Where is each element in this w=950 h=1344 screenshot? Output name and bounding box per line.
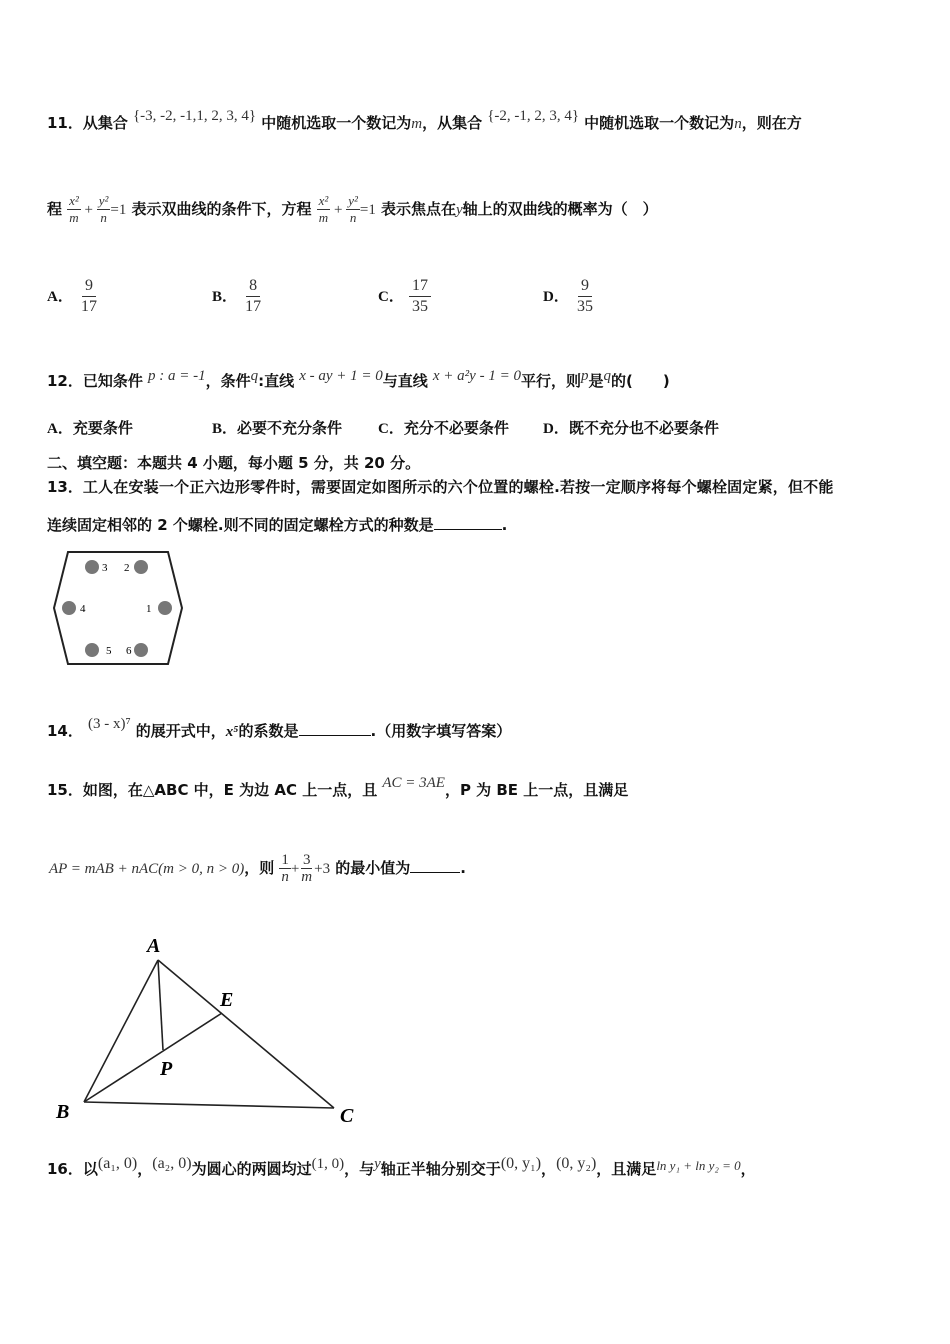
question-number: 16． — [47, 1160, 83, 1178]
option-label: D． — [543, 421, 569, 437]
fraction-y2-n: $\frac{\text{y²}}{n}$ — [98, 193, 109, 225]
fraction-1-n: $\frac{1}{n}$ — [281, 852, 289, 885]
question-11-line2: 程 $\frac{\text{x²}}{m}$ + $\frac{\text{y²}}{n}$ =1 表示双曲线的条件下，方程 $\frac{\text{x²}}{m}$ + $\frac{\text{y²}}{n}$ =1 表示焦点在y轴上的双曲线的概率为（ ） — [47, 193, 658, 225]
question-13-line2 — [47, 514, 507, 535]
center-1: (a₁, 0) — [97, 1155, 138, 1172]
text: ，且满足 — [596, 1160, 657, 1178]
question-number: 13． — [47, 478, 83, 496]
question-number: 14． — [47, 722, 83, 740]
text: 以 — [82, 1160, 98, 1178]
text: 的展开式中， — [135, 722, 226, 740]
plus-three: +3 — [314, 861, 331, 877]
text: . — [460, 859, 466, 877]
fraction-3-m: $\frac{3}{m}$ — [301, 852, 313, 885]
option-11-d[interactable] — [543, 276, 596, 317]
option-11-a[interactable] — [47, 276, 100, 317]
text: 连续固定相邻的 2 个螺栓.则不同的固定螺栓方式的种数是 — [47, 516, 434, 534]
text: 中随机选取一个数记为 — [584, 114, 735, 132]
bolt-2 — [134, 560, 148, 574]
text: 程 — [47, 200, 63, 218]
term-x5: x⁵ — [225, 724, 239, 740]
fraction-x2-m: $\frac{\text{x²}}{m}$ — [318, 193, 329, 225]
bolt-label-1: 1 — [146, 603, 152, 615]
question-12 — [47, 370, 670, 391]
var-y: y — [455, 202, 463, 218]
option-label: C． — [378, 289, 404, 305]
point-1-0: (1, 0) — [311, 1156, 345, 1172]
bolt-6 — [134, 643, 148, 657]
text: 轴正半轴分别交于 — [380, 1160, 501, 1178]
option-fraction: $\frac{9}{17}$ — [80, 277, 97, 315]
label-a: A — [147, 935, 161, 957]
set-a: {-3, -2, -1,1, 2, 3, 4} — [132, 108, 257, 124]
text: 轴上的双曲线的概率为（ ） — [462, 200, 658, 218]
question-13 — [47, 476, 834, 497]
equals-one: =1 — [359, 202, 376, 218]
side-ac — [158, 960, 334, 1108]
triangle-figure — [50, 930, 370, 1130]
side-bc — [84, 1102, 334, 1108]
var-m: m — [411, 116, 423, 132]
question-15-line2 — [49, 852, 466, 885]
bolt-label-5: 5 — [106, 645, 112, 657]
hexagon-figure — [48, 548, 188, 668]
condition-ac-3ae: AC = 3AE — [382, 775, 445, 791]
option-11-c[interactable] — [378, 276, 431, 317]
question-15 — [47, 775, 629, 800]
text: ，条件 — [205, 372, 251, 390]
text: 平行，则 — [520, 372, 581, 390]
text: ， — [541, 1160, 557, 1178]
answer-blank[interactable] — [434, 515, 502, 530]
var-p: p — [580, 368, 589, 384]
text: 是 — [588, 372, 604, 390]
fraction-y2-n: $\frac{\text{y²}}{n}$ — [348, 193, 358, 225]
text: 已知条件 — [82, 372, 143, 390]
option-fraction: $\frac{8}{17}$ — [245, 277, 262, 315]
section-heading: 二、填空题：本题共 4 小题，每小题 5 分，共 20 分。 — [47, 454, 421, 472]
text: 工人在安装一个正六边形零件时，需要固定如图所示的六个位置的螺栓.若按一定顺序将每个螺栓固定紧，但不能 — [82, 478, 834, 496]
var-n: n — [734, 116, 742, 132]
option-12-b[interactable] — [212, 417, 342, 438]
question-11 — [47, 108, 802, 133]
text: 从集合 — [82, 114, 128, 132]
text: ，则 — [244, 859, 275, 877]
segment-be — [84, 1013, 222, 1102]
line-1-equation: x - ay + 1 = 0 — [299, 368, 383, 384]
text: ， — [740, 1160, 756, 1178]
option-label: C． — [378, 421, 404, 437]
question-number: 15． — [47, 781, 83, 799]
var-q: q — [603, 368, 611, 384]
text: ，则在方 — [741, 114, 802, 132]
option-text: 既不充分也不必要条件 — [568, 419, 719, 437]
answer-blank[interactable] — [410, 858, 460, 873]
bolt-label-2: 2 — [124, 562, 130, 574]
fraction-x2-m: $\frac{\text{x²}}{m}$ — [69, 193, 79, 225]
point-0-y1: (0, y₁) — [500, 1155, 542, 1172]
bolt-4 — [62, 601, 76, 615]
text: 与直线 — [382, 372, 428, 390]
condition-p: p : a = -1 — [147, 368, 206, 384]
option-fraction: $\frac{17}{35}$ — [409, 276, 431, 317]
option-label: A． — [47, 289, 73, 305]
side-ab — [84, 960, 158, 1102]
vector-equation: AP = mAB + nAC(m > 0, n > 0) — [49, 861, 245, 877]
bolt-label-6: 6 — [126, 645, 132, 657]
bolt-1 — [158, 601, 172, 615]
bolt-5 — [85, 643, 99, 657]
text: 如图，在△ABC 中，E 为边 AC 上一点，且 — [82, 781, 378, 799]
option-label: B． — [212, 421, 238, 437]
center-2: (a₂, 0) — [152, 1155, 192, 1172]
label-p: P — [160, 1058, 173, 1080]
option-label: A． — [47, 421, 73, 437]
option-text: 充分不必要条件 — [403, 419, 509, 437]
bolt-label-4: 4 — [80, 603, 86, 615]
option-text: 必要不充分条件 — [237, 419, 343, 437]
segment-ap — [158, 960, 163, 1050]
option-text: 充要条件 — [72, 419, 133, 437]
bolt-label-3: 3 — [102, 562, 108, 574]
var-q: q — [250, 368, 259, 384]
text: 的最小值为 — [335, 859, 411, 877]
question-16 — [47, 1155, 756, 1179]
option-label: D． — [543, 289, 569, 305]
line-2-equation: x + a²y - 1 = 0 — [432, 368, 521, 384]
label-e: E — [220, 989, 234, 1011]
text: 表示焦点在 — [380, 200, 456, 218]
answer-blank[interactable] — [299, 721, 371, 736]
text: 表示双曲线的条件下，方程 — [131, 200, 312, 218]
text: 的系数是 — [238, 722, 299, 740]
option-12-a[interactable] — [47, 417, 133, 438]
text: ，与 — [344, 1160, 375, 1178]
text: 的( ) — [610, 372, 670, 390]
text: . — [501, 516, 508, 534]
text: ，P 为 BE 上一点，且满足 — [444, 781, 629, 799]
text: ， — [137, 1160, 153, 1178]
text: 中随机选取一个数记为 — [261, 114, 412, 132]
option-fraction: $\frac{9}{35}$ — [576, 277, 593, 315]
label-c: C — [340, 1105, 354, 1127]
question-number: 12． — [47, 372, 83, 390]
text: ，从集合 — [422, 114, 483, 132]
equals-one: =1 — [110, 202, 127, 218]
question-14 — [47, 716, 512, 741]
plus: + — [290, 861, 300, 877]
log-condition: ln y₁ + ln y₂ = 0 — [656, 1158, 741, 1173]
text: :直线 — [258, 372, 295, 390]
option-11-b[interactable] — [212, 276, 264, 317]
label-b: B — [56, 1101, 70, 1123]
option-label: B． — [212, 289, 238, 305]
binomial-expression: (3 - x)⁷ — [87, 716, 131, 732]
option-12-c[interactable] — [378, 417, 509, 438]
option-12-d[interactable] — [543, 417, 719, 438]
text: 为圆心的两圆均过 — [191, 1160, 312, 1178]
set-b: {-2, -1, 2, 3, 4} — [487, 108, 580, 124]
var-y: y — [374, 1156, 381, 1172]
text: .（用数字填写答案） — [370, 722, 512, 740]
point-0-y2: (0, y₂) — [556, 1155, 597, 1172]
question-number: 11． — [47, 114, 83, 132]
bolt-3 — [85, 560, 99, 574]
